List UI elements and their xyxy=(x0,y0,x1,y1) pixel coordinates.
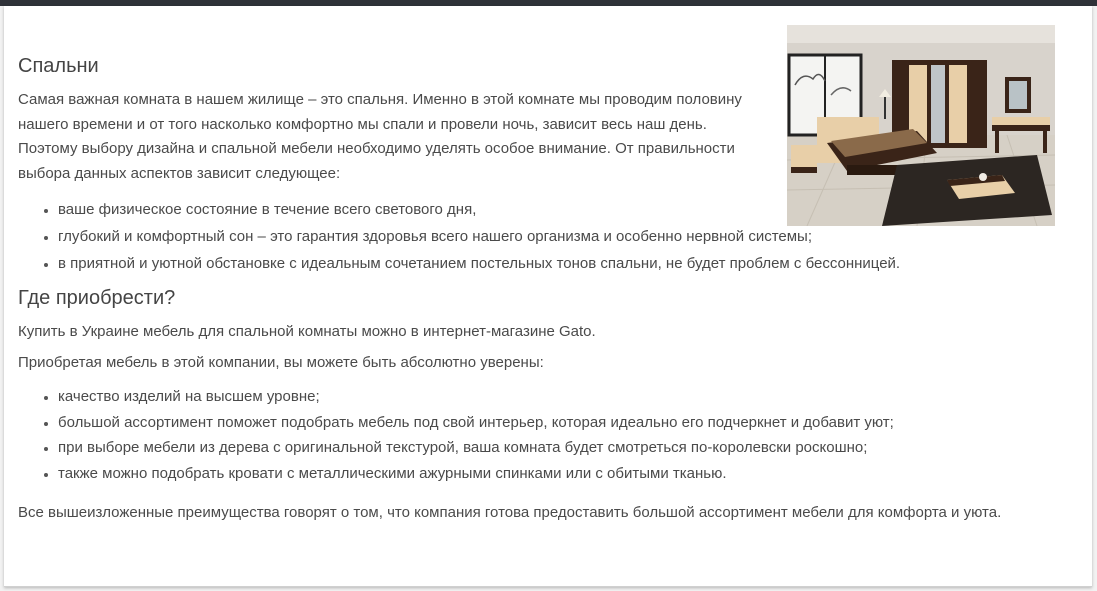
list-item: также можно подобрать кровати с металлическими ажурными спинками или с обитыми тканью. xyxy=(18,462,1078,488)
list-item: при выборе мебели из дерева с оригинальной текстурой, ваша комната будет смотреться по-королевски роскошно; xyxy=(18,436,1078,462)
advantages-list xyxy=(18,385,1078,487)
section-heading: Где приобрести? xyxy=(18,287,176,309)
article-content xyxy=(18,54,1078,526)
list-item: в приятной и уютной обстановке с идеальным сочетанием постельных тонов спальни, не будет проблем с бессонницей. xyxy=(18,252,1078,279)
list-item: ваше физическое состояние в течение всего светового дня, xyxy=(18,198,1078,225)
list-item: глубокий и комфортный сон – это гарантия здоровья всего нашего организма и особенно нервной системы; xyxy=(18,225,1078,252)
sure-paragraph: Приобретая мебель в этой компании, вы можете быть абсолютно уверены: xyxy=(18,353,544,371)
benefits-list xyxy=(18,198,1078,279)
list-item: большой ассортимент поможет подобрать мебель под свой интерьер, которая идеально его подчеркнет и добавит уют; xyxy=(18,411,1078,437)
article-panel xyxy=(4,6,1092,587)
conclusion-paragraph: Все вышеизложенные преимущества говорят о том, что компания готова предоставить большой ассортимент мебели для комфорта и уюта. xyxy=(18,504,1002,521)
buy-paragraph: Купить в Украине мебель для спальной комнаты можно в интернет-магазине Gato. xyxy=(18,323,596,340)
list-item: качество изделий на высшем уровне; xyxy=(18,385,1078,411)
page-title: Спальни xyxy=(18,55,99,77)
intro-paragraph: Самая важная комната в нашем жилище – это спальня. Именно в этой комнате мы проводим половину нашего времени и от того насколько комфортно мы спали и провели ночь, зависит весь наш день. Поэтому выбору дизайна и спальной мебели необходимо уделять особое внимание. От правильности выбора данных аспектов зависит следующее: xyxy=(18,91,742,182)
